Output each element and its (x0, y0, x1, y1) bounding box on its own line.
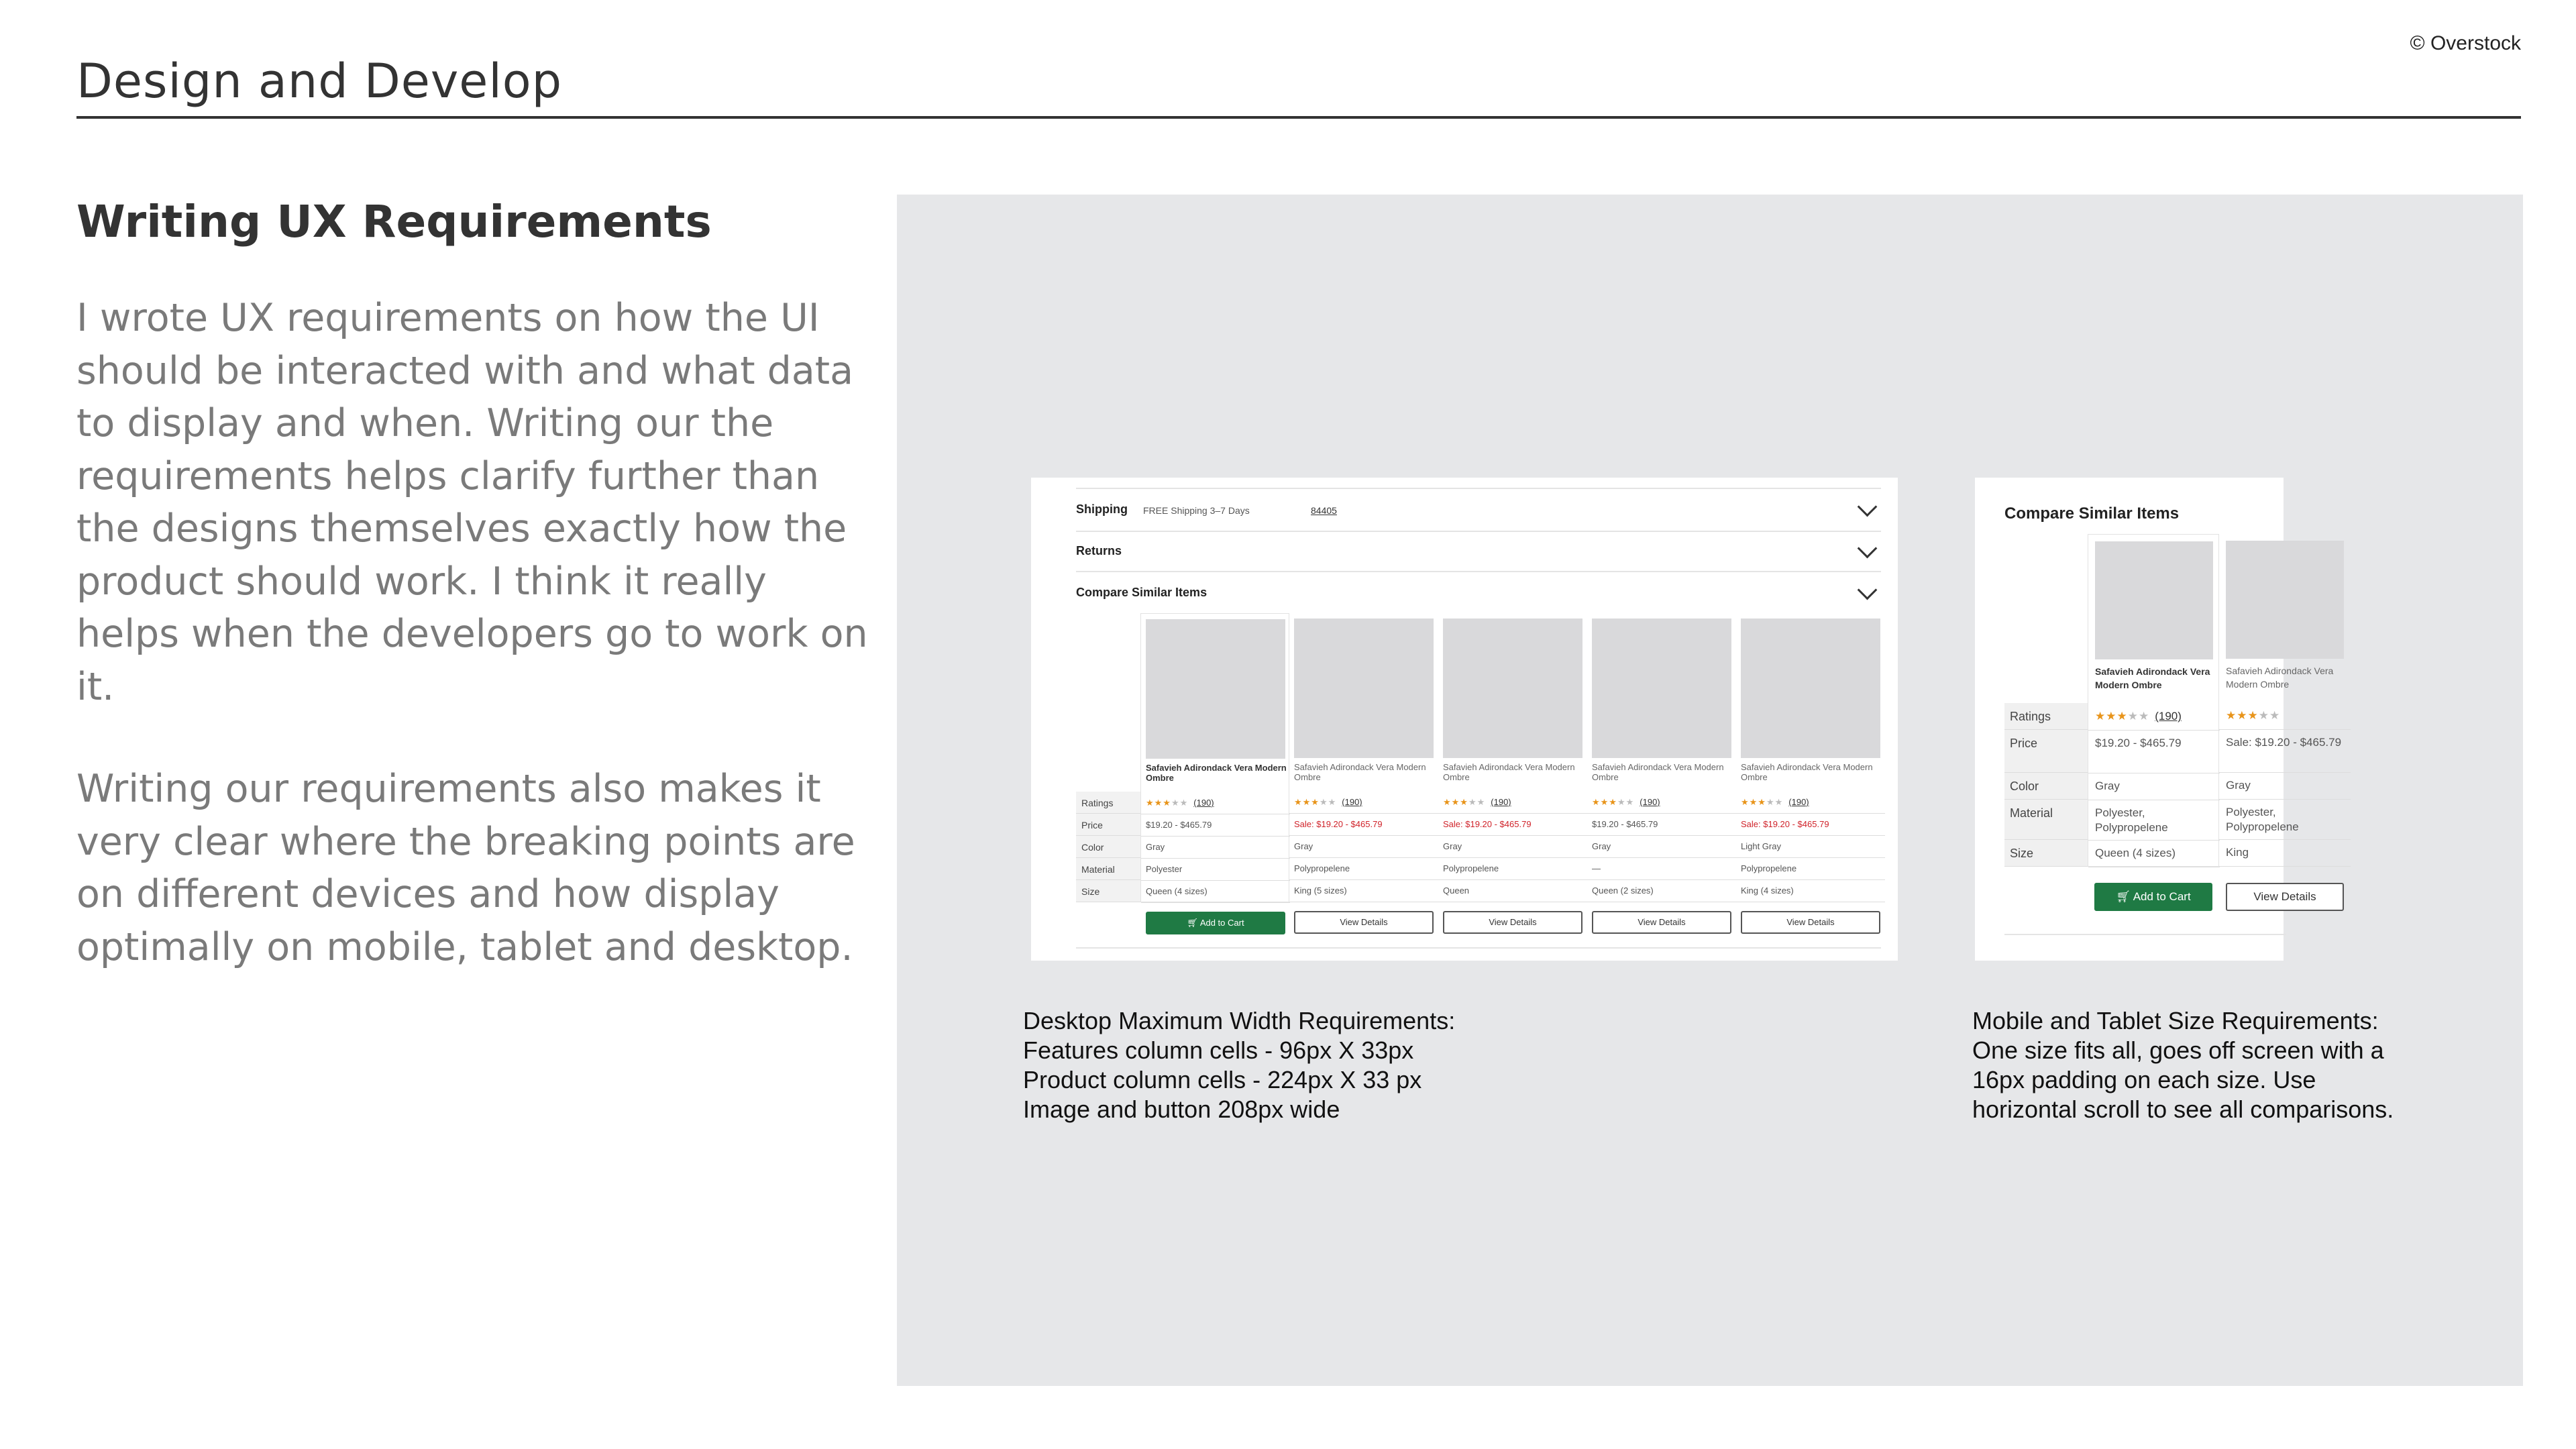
material-cell: Polypropelene (1289, 858, 1438, 880)
product-name[interactable]: Safavieh Adirondack Vera Modern Ombre (1294, 762, 1426, 782)
section-title: Writing UX Requirements (76, 196, 712, 248)
price-cell: Sale: $19.20 - $465.79 (1438, 814, 1587, 836)
color-cell: Gray (1587, 836, 1736, 858)
view-details-button[interactable]: View Details (2226, 883, 2344, 911)
breakpoints-paragraph: Writing our requirements also makes it very clear where the breaking points are on different devices and how display optimally on mobile, tablet and desktop. (76, 767, 855, 969)
view-details-button[interactable]: View Details (1741, 911, 1880, 934)
color-cell: Gray (1438, 836, 1587, 858)
color-cell: Gray (2219, 773, 2351, 800)
feature-color: Color (1076, 836, 1140, 858)
rating-cell (1587, 792, 1736, 814)
product-image[interactable] (1741, 619, 1880, 758)
chevron-down-icon[interactable] (1858, 497, 1878, 517)
star-rating-icon: ★★★★★ (1146, 798, 1189, 808)
color-cell: Gray (2088, 773, 2220, 800)
caption-line: horizontal scroll to see all comparisons. (1972, 1095, 2394, 1123)
mobile-product-column (2219, 534, 2351, 867)
size-cell: King (2219, 840, 2351, 867)
review-count-link[interactable]: (190) (1342, 797, 1362, 807)
product-column (1140, 613, 1289, 928)
rating-cell (1141, 792, 1290, 814)
chevron-down-icon[interactable] (1858, 580, 1878, 600)
review-count-link[interactable]: (190) (1640, 797, 1660, 807)
caption-line: Mobile and Tablet Size Requirements: (1972, 1007, 2379, 1034)
color-cell: Light Gray (1736, 836, 1885, 858)
returns-label: Returns (1076, 544, 1122, 557)
view-details-button[interactable]: View Details (1294, 911, 1434, 934)
feature-price: Price (1076, 814, 1140, 836)
size-cell: Queen (1438, 880, 1587, 902)
star-rating-icon: ★★★★★ (1443, 797, 1486, 807)
review-count-link[interactable]: (190) (1193, 798, 1214, 808)
size-cell: Queen (2 sizes) (1587, 880, 1736, 902)
header-divider (76, 116, 2521, 119)
product-image[interactable] (2095, 541, 2213, 659)
feature-ratings: Ratings (2004, 703, 2088, 730)
product-image[interactable] (1592, 619, 1731, 758)
view-details-button[interactable]: View Details (1443, 911, 1582, 934)
caption-line: 16px padding on each size. Use (1972, 1066, 2316, 1093)
cart-icon: 🛒︎ (1187, 918, 1200, 928)
returns-row[interactable] (1076, 529, 1881, 572)
add-to-cart-button[interactable] (2094, 883, 2212, 911)
product-image[interactable] (1146, 619, 1285, 759)
shipping-detail: FREE Shipping 3–7 Days (1143, 505, 1250, 516)
mobile-mockup (1975, 478, 2342, 961)
cart-icon: 🛒︎ (2116, 890, 2133, 903)
star-rating-icon: ★★★★★ (2226, 709, 2281, 722)
caption-line: Desktop Maximum Width Requirements: (1023, 1007, 1456, 1034)
material-cell: Polypropelene (1736, 858, 1885, 880)
rating-cell (2088, 704, 2220, 731)
product-image[interactable] (2226, 541, 2344, 659)
caption-line: Image and button 208px wide (1023, 1095, 1340, 1123)
feature-price: Price (2004, 730, 2088, 773)
review-count-link[interactable]: (190) (1491, 797, 1511, 807)
color-cell: Gray (1141, 837, 1290, 859)
product-name[interactable]: Safavieh Adirondack Vera Modern Ombre (1592, 762, 1724, 782)
compare-row[interactable] (1076, 571, 1881, 608)
product-image[interactable] (1443, 619, 1582, 758)
star-rating-icon: ★★★★★ (1592, 797, 1635, 807)
material-cell: Polyester (1141, 859, 1290, 881)
feature-material: Material (1076, 858, 1140, 880)
copyright-notice: © Overstock (2410, 32, 2521, 54)
compare-label: Compare Similar Items (1076, 586, 1208, 599)
material-cell: — (1587, 858, 1736, 880)
shipping-row[interactable] (1076, 488, 1881, 532)
rating-cell (1736, 792, 1885, 814)
rating-cell (1289, 792, 1438, 814)
color-cell: Gray (1289, 836, 1438, 858)
section-divider (2004, 934, 2286, 935)
feature-size: Size (1076, 880, 1140, 902)
size-cell: King (4 sizes) (1736, 880, 1885, 902)
price-cell: Sale: $19.20 - $465.79 (2219, 730, 2351, 773)
product-name[interactable]: Safavieh Adirondack Vera Modern Ombre (2226, 665, 2334, 690)
material-cell: Polyester, Polypropelene (2088, 800, 2220, 841)
feature-color: Color (2004, 773, 2088, 800)
feature-size: Size (2004, 840, 2088, 867)
caption-line: Features column cells - 96px X 33px (1023, 1036, 1414, 1064)
price-cell: Sale: $19.20 - $465.79 (1736, 814, 1885, 836)
product-name[interactable]: Safavieh Adirondack Vera Modern Ombre (2095, 666, 2210, 690)
button-label: Add to Cart (1199, 918, 1244, 928)
chevron-down-icon[interactable] (1858, 539, 1878, 559)
price-cell: $19.20 - $465.79 (1587, 814, 1736, 836)
product-image[interactable] (1294, 619, 1434, 758)
product-name[interactable]: Safavieh Adirondack Vera Modern Ombre (1146, 763, 1287, 783)
material-cell: Polypropelene (1438, 858, 1587, 880)
mobile-compare-title: Compare Similar Items (2004, 504, 2180, 523)
rating-cell (1438, 792, 1587, 814)
intro-paragraph: I wrote UX requirements on how the UI should be interacted with and what data to display and when. Writing our the requirements helps clarify further than the designs themselves exactly how the product should work. I think it really helps when the developers go to work on it. (76, 296, 868, 709)
caption-line: Product column cells - 224px X 33 px (1023, 1066, 1422, 1093)
section-divider (1076, 947, 1881, 949)
size-cell: Queen (4 sizes) (2088, 841, 2220, 867)
view-details-button[interactable]: View Details (1592, 911, 1731, 934)
size-cell: Queen (4 sizes) (1141, 881, 1290, 903)
button-label: Add to Cart (2133, 890, 2191, 903)
material-cell: Polyester, Polypropelene (2219, 800, 2351, 840)
rating-cell (2219, 703, 2351, 730)
product-name[interactable]: Safavieh Adirondack Vera Modern Ombre (1741, 762, 1873, 782)
review-count-link[interactable]: (190) (1788, 797, 1809, 807)
shipping-label: Shipping (1076, 502, 1128, 516)
star-rating-icon: ★★★★★ (2095, 710, 2150, 722)
mobile-requirements-caption (1972, 1006, 2455, 1124)
price-cell: $19.20 - $465.79 (2088, 731, 2220, 773)
review-count-link[interactable]: (190) (2155, 710, 2182, 722)
mobile-product-column (2088, 534, 2219, 867)
desktop-requirements-caption (1023, 1006, 1694, 1124)
product-name[interactable]: Safavieh Adirondack Vera Modern Ombre (1443, 762, 1575, 782)
feature-material: Material (2004, 800, 2088, 840)
price-cell: Sale: $19.20 - $465.79 (1289, 814, 1438, 836)
price-cell: $19.20 - $465.79 (1141, 814, 1290, 837)
shipping-zip-link[interactable]: 84405 (1311, 505, 1337, 516)
caption-line: One size fits all, goes off screen with a (1972, 1036, 2384, 1064)
desktop-mockup (1031, 478, 1898, 961)
star-rating-icon: ★★★★★ (1741, 797, 1784, 807)
add-to-cart-button[interactable] (1146, 912, 1285, 934)
feature-ratings: Ratings (1076, 792, 1140, 814)
size-cell: King (5 sizes) (1289, 880, 1438, 902)
star-rating-icon: ★★★★★ (1294, 797, 1337, 807)
page-title: Design and Develop (76, 54, 563, 109)
